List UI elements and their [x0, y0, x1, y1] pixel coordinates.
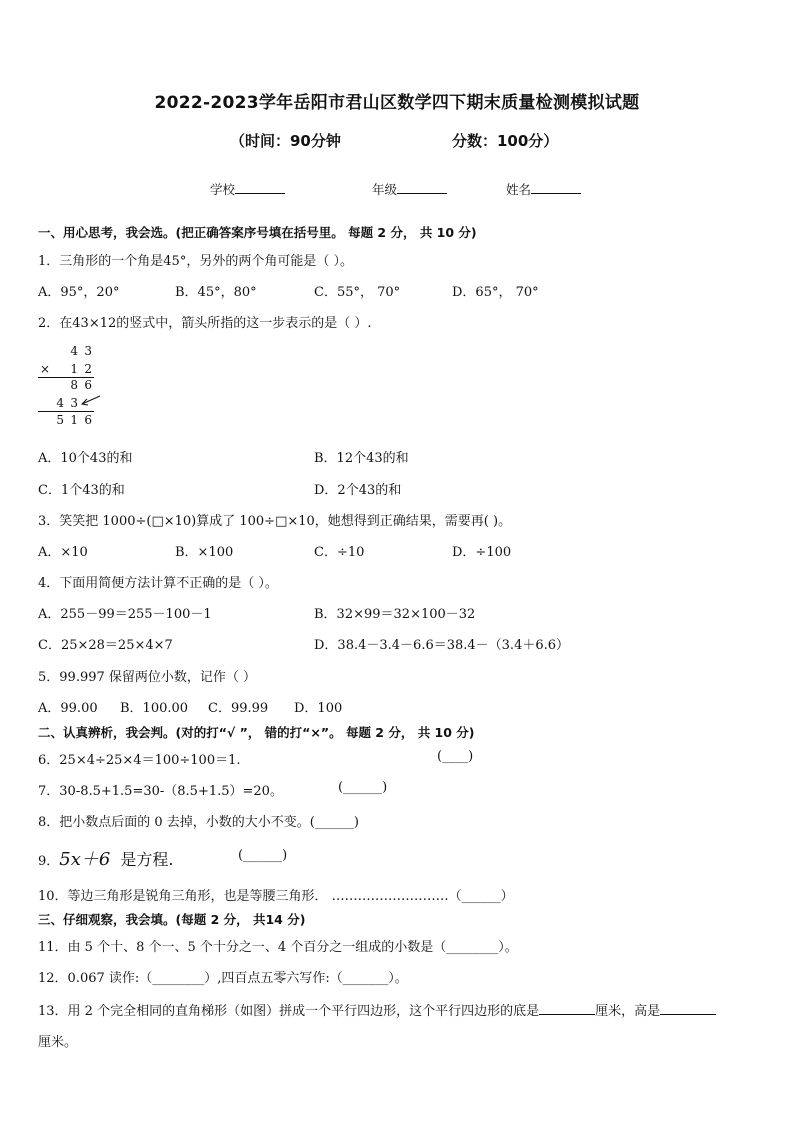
- grade-field: [372, 180, 447, 198]
- calc-digit: 4: [70, 344, 78, 358]
- name-field: [506, 180, 581, 198]
- q7-answer-paren[interactable]: (______): [338, 780, 388, 795]
- calc-digit: 3: [70, 396, 78, 410]
- q9-text: 是方程.: [120, 850, 174, 869]
- school-field: [210, 180, 285, 198]
- q4-option-d[interactable]: D．38.4－3.4－6.6＝38.4－（3.4＋6.6）: [314, 638, 570, 653]
- q9-number: 9．: [38, 854, 60, 869]
- multiply-sign: ×: [40, 362, 51, 376]
- grade-label: 年级: [372, 182, 398, 197]
- q5-option-c[interactable]: C．99.99: [208, 701, 269, 716]
- q3-option-a[interactable]: A．×10: [38, 545, 88, 560]
- arrow-icon: [78, 394, 102, 408]
- exam-score: 分数：100分）: [452, 132, 559, 150]
- q9-expression: 5x＋6: [59, 849, 111, 870]
- question-13: [38, 1000, 716, 1019]
- name-label: 姓名: [506, 182, 532, 197]
- q13-unit-2: 厘米。: [38, 1035, 78, 1050]
- q2-option-d[interactable]: D．2个43的和: [314, 483, 402, 498]
- q4-option-c[interactable]: C．25×28＝25×4×7: [38, 638, 173, 653]
- question-2: 2．在43×12的竖式中，箭头所指的这一步表示的是（ ）.: [38, 316, 372, 331]
- q9-answer-paren[interactable]: (______): [238, 848, 288, 863]
- name-blank[interactable]: [531, 181, 581, 194]
- calc-digit: 2: [84, 362, 92, 376]
- question-6: 6．25×4÷25×4＝100÷100＝1.: [38, 753, 241, 768]
- q13-base-blank[interactable]: [539, 1002, 595, 1015]
- section-2-title: 二、认真辨析，我会判。(对的打“√ ”， 错的打“×”。 每题 2 分， 共 10 分): [38, 725, 475, 740]
- question-5: 5．99.997 保留两位小数，记作（ ）: [38, 670, 257, 685]
- question-11: 11．由 5 个十、8 个一、5 个十分之一、4 个百分之一组成的小数是（________）。: [38, 940, 518, 955]
- q3-option-b[interactable]: B．×100: [175, 545, 234, 560]
- calc-line: [38, 411, 94, 412]
- grade-blank[interactable]: [397, 181, 447, 194]
- exam-time: （时间：90分钟: [230, 132, 341, 150]
- q5-option-b[interactable]: B．100.00: [120, 701, 189, 716]
- calc-digit: 1: [70, 413, 78, 427]
- q2-option-c[interactable]: C．1个43的和: [38, 483, 125, 498]
- q1-option-b[interactable]: B．45°，80°: [175, 285, 257, 300]
- q3-option-c[interactable]: C．÷10: [314, 545, 365, 560]
- q2-option-b[interactable]: B．12个43的和: [314, 451, 409, 466]
- section-3-title: 三、仔细观察，我会填。(每题 2 分， 共14 分): [38, 912, 306, 927]
- question-7: 7．30-8.5+1.5=30-（8.5+1.5）=20。: [38, 784, 283, 799]
- question-3: 3．笑笑把 1000÷(□×10)算成了 100÷□×10，她想得到正确结果，需要再( )。: [38, 514, 512, 529]
- q5-option-a[interactable]: A．99.00: [38, 701, 98, 716]
- q13-height-blank[interactable]: [660, 1002, 716, 1015]
- question-1: 1．三角形的一个角是45°，另外的两个角可能是（ ）。: [38, 254, 353, 269]
- calc-digit: 5: [56, 413, 64, 427]
- q1-option-c[interactable]: C．55°， 70°: [314, 285, 401, 300]
- school-label: 学校: [210, 182, 236, 197]
- section-1-title: 一、用心思考，我会选。(把正确答案序号填在括号里。 每题 2 分， 共 10 分): [38, 225, 477, 240]
- question-4: 4．下面用简便方法计算不正确的是（ ）。: [38, 576, 278, 591]
- q2-option-a[interactable]: A．10个43的和: [38, 451, 133, 466]
- calc-digit: 3: [84, 344, 92, 358]
- q5-option-d[interactable]: D．100: [294, 701, 343, 716]
- question-8: 8．把小数点后面的 0 去掉，小数的大小不变。(______): [38, 815, 359, 830]
- calc-digit: 6: [84, 413, 92, 427]
- calc-digit: 8: [70, 378, 78, 392]
- q13-text: 13．用 2 个完全相同的直角梯形（如图）拼成一个平行四边形，这个平行四边形的底是: [38, 1004, 540, 1019]
- question-10: 10．等边三角形是锐角三角形，也是等腰三角形． ………………………（______）: [38, 889, 514, 904]
- q13-unit-1: 厘米，高是: [595, 1004, 661, 1019]
- q1-option-d[interactable]: D．65°， 70°: [452, 285, 539, 300]
- q3-option-d[interactable]: D．÷100: [452, 545, 512, 560]
- calc-digit: 1: [70, 362, 78, 376]
- q4-option-a[interactable]: A．255－99＝255－100－1: [38, 607, 212, 622]
- calc-digit: 4: [56, 396, 64, 410]
- q1-option-a[interactable]: A．95°，20°: [38, 285, 120, 300]
- page-title: 2022-2023学年岳阳市君山区数学四下期末质量检测模拟试题: [154, 93, 640, 113]
- question-9: [38, 845, 173, 871]
- school-blank[interactable]: [235, 181, 285, 194]
- q4-option-b[interactable]: B．32×99＝32×100－32: [314, 607, 476, 622]
- calc-digit: 6: [84, 378, 92, 392]
- q6-answer-paren[interactable]: (____): [437, 749, 474, 764]
- question-12: 12．0.067 读作:（________）,四百点五零六写作:（_______）。: [38, 971, 408, 986]
